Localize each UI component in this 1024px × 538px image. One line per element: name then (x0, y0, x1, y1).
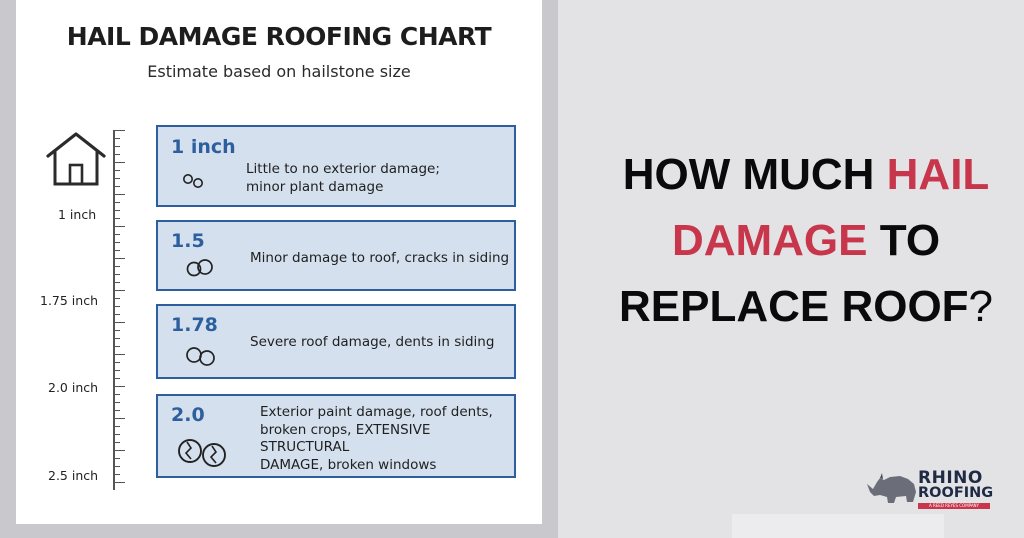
ruler-tick (113, 194, 125, 195)
headline-text: HOW MUCH (622, 150, 887, 199)
ruler-tick (113, 218, 120, 219)
ruler-tick (113, 378, 120, 379)
ruler-tick (113, 394, 120, 395)
ruler-tick (113, 154, 120, 155)
ruler-tick (113, 178, 120, 179)
ruler-tick (113, 458, 120, 459)
ruler-tick (113, 450, 125, 451)
ruler-tick (113, 434, 120, 435)
headline-text: REPLACE ROOF (618, 282, 969, 331)
ruler-tick (113, 418, 125, 419)
logo-tagline: A REED REYES COMPANY (918, 503, 990, 509)
logo-line-1: RHINO (918, 468, 983, 488)
headline-line-1 (596, 142, 1016, 208)
hailstones-icon (184, 342, 218, 370)
hail-size-box-1 (156, 125, 516, 207)
ruler-label-1: 1 inch (58, 207, 97, 222)
desc-line: Minor damage to roof, cracks in siding (250, 250, 510, 266)
ruler-tick (113, 226, 125, 227)
ruler-tick (113, 362, 120, 363)
headline-text: ? (968, 282, 994, 331)
ruler-tick (113, 274, 120, 275)
headline-accent: HAIL (886, 150, 990, 199)
ruler-tick (113, 298, 120, 299)
hail-size-box-4 (156, 394, 516, 478)
ruler-tick (113, 442, 120, 443)
ruler-tick (113, 202, 120, 203)
box-description (250, 334, 494, 352)
hail-size-box-3 (156, 304, 516, 379)
small-hailstones-icon (180, 171, 208, 191)
ruler-tick (113, 162, 125, 163)
ruler-tick (113, 338, 120, 339)
rhino-roofing-logo (866, 468, 994, 512)
chart-subtitle: Estimate based on hailstone size (147, 62, 411, 81)
ruler-tick (113, 314, 120, 315)
hail-size-box-2 (156, 220, 516, 291)
ruler-tick (113, 250, 120, 251)
box-description (260, 404, 514, 474)
ruler-tick (113, 186, 120, 187)
ruler-tick (113, 386, 125, 387)
logo-line-2: ROOFING (918, 485, 994, 501)
ruler-tick (113, 466, 120, 467)
box-size-label: 1.5 (171, 230, 205, 252)
ruler-tick (113, 474, 120, 475)
headline-line-3 (596, 274, 1016, 340)
desc-line: Severe roof damage, dents in siding (250, 334, 495, 350)
ruler-tick (113, 322, 125, 323)
ruler-tick (113, 482, 125, 483)
desc-line: broken crops, EXTENSIVE STRUCTURAL (260, 421, 431, 456)
ruler-tick (113, 346, 120, 347)
ruler-label-4: 2.5 inch (48, 468, 99, 483)
ruler-tick (113, 370, 120, 371)
ruler-tick (113, 258, 125, 259)
headline-accent: DAMAGE (671, 216, 868, 265)
ruler-tick (113, 330, 120, 331)
desc-line: minor plant damage (246, 178, 384, 195)
box-size-label: 1.78 (171, 314, 218, 336)
ruler-tick (113, 146, 120, 147)
rhino-icon (866, 472, 918, 506)
desc-line: Little to no exterior damage; (246, 161, 440, 177)
ruler-line (113, 130, 115, 490)
headline-text: TO (867, 216, 941, 265)
ruler-tick (113, 402, 120, 403)
cracked-hailstones-icon (176, 434, 232, 470)
box-description (250, 250, 509, 268)
ruler-tick (113, 210, 120, 211)
ruler-tick (113, 410, 120, 411)
ruler-tick (113, 306, 120, 307)
ruler-tick (113, 426, 120, 427)
ruler-tick (113, 282, 120, 283)
ruler-tick (113, 290, 125, 291)
ruler-label-2: 1.75 inch (40, 293, 98, 308)
desc-line: Exterior paint damage, roof dents, (260, 404, 493, 420)
chart-title: HAIL DAMAGE ROOFING CHART (66, 22, 492, 51)
hailstones-icon (184, 256, 216, 282)
box-size-label: 1 inch (171, 136, 236, 158)
ruler-label-3: 2.0 inch (48, 380, 99, 395)
ruler-tick (113, 170, 120, 171)
hail-chart-card (16, 0, 542, 524)
ruler-tick (113, 354, 125, 355)
box-size-label: 2.0 (171, 404, 205, 426)
headline (596, 142, 1016, 340)
house-icon (44, 130, 108, 188)
ruler-tick (113, 234, 120, 235)
bottom-strip (732, 514, 944, 538)
ruler-tick (113, 130, 125, 131)
desc-line: DAMAGE, broken windows (260, 456, 437, 473)
headline-line-2 (596, 208, 1016, 274)
ruler-tick (113, 242, 120, 243)
ruler-tick (113, 138, 120, 139)
ruler (113, 130, 127, 490)
ruler-tick (113, 266, 120, 267)
box-description (246, 161, 440, 196)
